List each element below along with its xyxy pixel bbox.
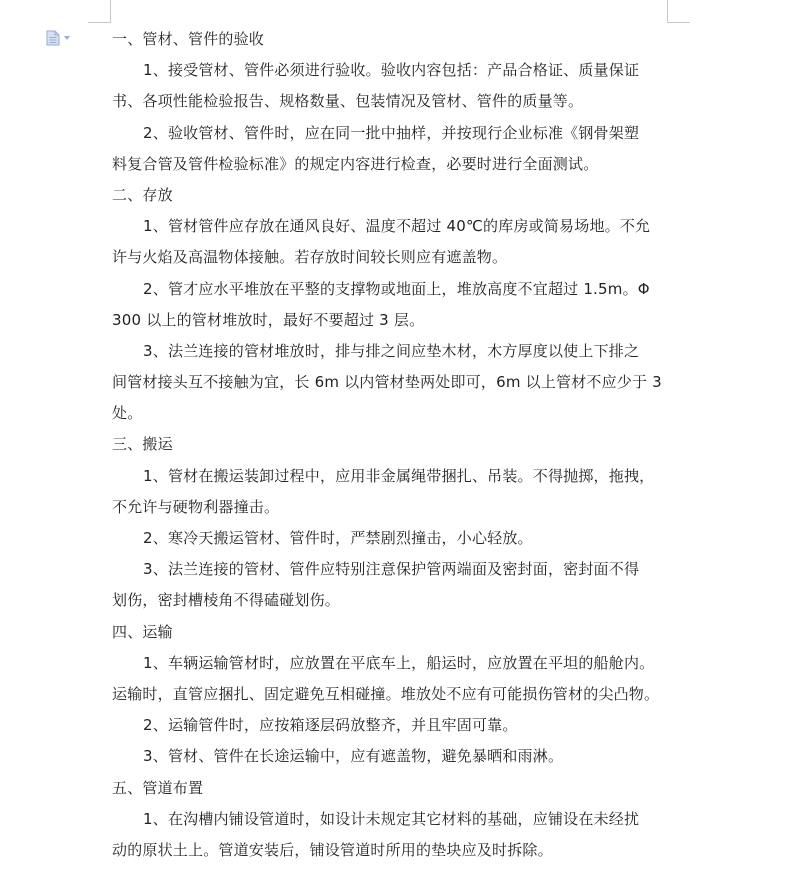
paragraph-line: 3、管材、管件在长途运输中，应有遮盖物，避免暴晒和雨淋。 bbox=[143, 747, 564, 766]
paragraph-line: 书、各项性能检验报告、规格数量、包装情况及管材、管件的质量等。 bbox=[112, 92, 584, 111]
chevron-down-icon bbox=[64, 36, 70, 40]
section-heading: 三、搬运 bbox=[112, 435, 173, 454]
page-corner-mark-right bbox=[667, 0, 690, 23]
paragraph-line: 动的原状土上。管道安装后，铺设管道时所用的垫块应及时拆除。 bbox=[112, 840, 553, 859]
paragraph-line: 许与火焰及高温物体接触。若存放时间较长则应有遮盖物。 bbox=[112, 248, 508, 267]
document-icon bbox=[46, 30, 60, 46]
paragraph-line: 1、管材在搬运装卸过程中，应用非金属绳带捆扎、吊装。不得抛掷，拖拽， bbox=[143, 466, 655, 485]
paragraph-line: 300 以上的管材堆放时，最好不要超过 3 层。 bbox=[112, 310, 425, 329]
paragraph-line: 料复合管及管件检验标准》的规定内容进行检查，必要时进行全面测试。 bbox=[112, 154, 599, 173]
page-corner-mark-left bbox=[88, 0, 111, 23]
section-heading: 四、运输 bbox=[112, 622, 173, 641]
paragraph-line: 处。 bbox=[112, 404, 143, 423]
paragraph-line: 1、在沟槽内铺设管道时，如设计未规定其它材料的基础，应铺设在未经扰 bbox=[143, 809, 640, 828]
document-menu-button[interactable] bbox=[46, 30, 70, 46]
paragraph-line: 1、管材管件应存放在通风良好、温度不超过 40℃的库房或简易场地。不允 bbox=[143, 217, 651, 236]
paragraph-line: 1、车辆运输管材时，应放置在平底车上，船运时，应放置在平坦的船舱内。 bbox=[143, 653, 655, 672]
section-heading: 五、管道布置 bbox=[112, 778, 204, 797]
document-body[interactable] bbox=[112, 24, 668, 866]
section-heading: 一、管材、管件的验收 bbox=[112, 30, 265, 48]
paragraph-line: 划伤，密封槽棱角不得磕碰划伤。 bbox=[112, 591, 341, 610]
paragraph-line: 3、法兰连接的管材、管件应特别注意保护管两端面及密封面，密封面不得 bbox=[143, 560, 640, 579]
paragraph-line: 2、运输管件时，应按箱逐层码放整齐，并且牢固可靠。 bbox=[143, 716, 518, 735]
paragraph-line: 2、管才应水平堆放在平整的支撑物或地面上，堆放高度不宜超过 1.5m。Φ bbox=[143, 279, 650, 298]
paragraph-line: 1、接受管材、管件必须进行验收。验收内容包括：产品合格证、质量保证 bbox=[143, 61, 640, 80]
paragraph-line: 不允许与硬物利器撞击。 bbox=[112, 497, 280, 516]
section-heading: 二、存放 bbox=[112, 185, 173, 204]
paragraph-line: 2、验收管材、管件时，应在同一批中抽样，并按现行企业标准《钢骨架塑 bbox=[143, 123, 640, 142]
paragraph-line: 运输时，直管应捆扎、固定避免互相碰撞。堆放处不应有可能损伤管材的尖凸物。 bbox=[112, 684, 660, 703]
paragraph-line: 3、法兰连接的管材堆放时，排与排之间应垫木材，木方厚度以使上下排之 bbox=[143, 341, 640, 360]
paragraph-line: 间管材接头互不接触为宜，长 6m 以内管材垫两处即可，6m 以上管材不应少于 3 bbox=[112, 373, 662, 392]
paragraph-line: 2、寒冷天搬运管材、管件时，严禁剧烈撞击，小心轻放。 bbox=[143, 529, 533, 547]
